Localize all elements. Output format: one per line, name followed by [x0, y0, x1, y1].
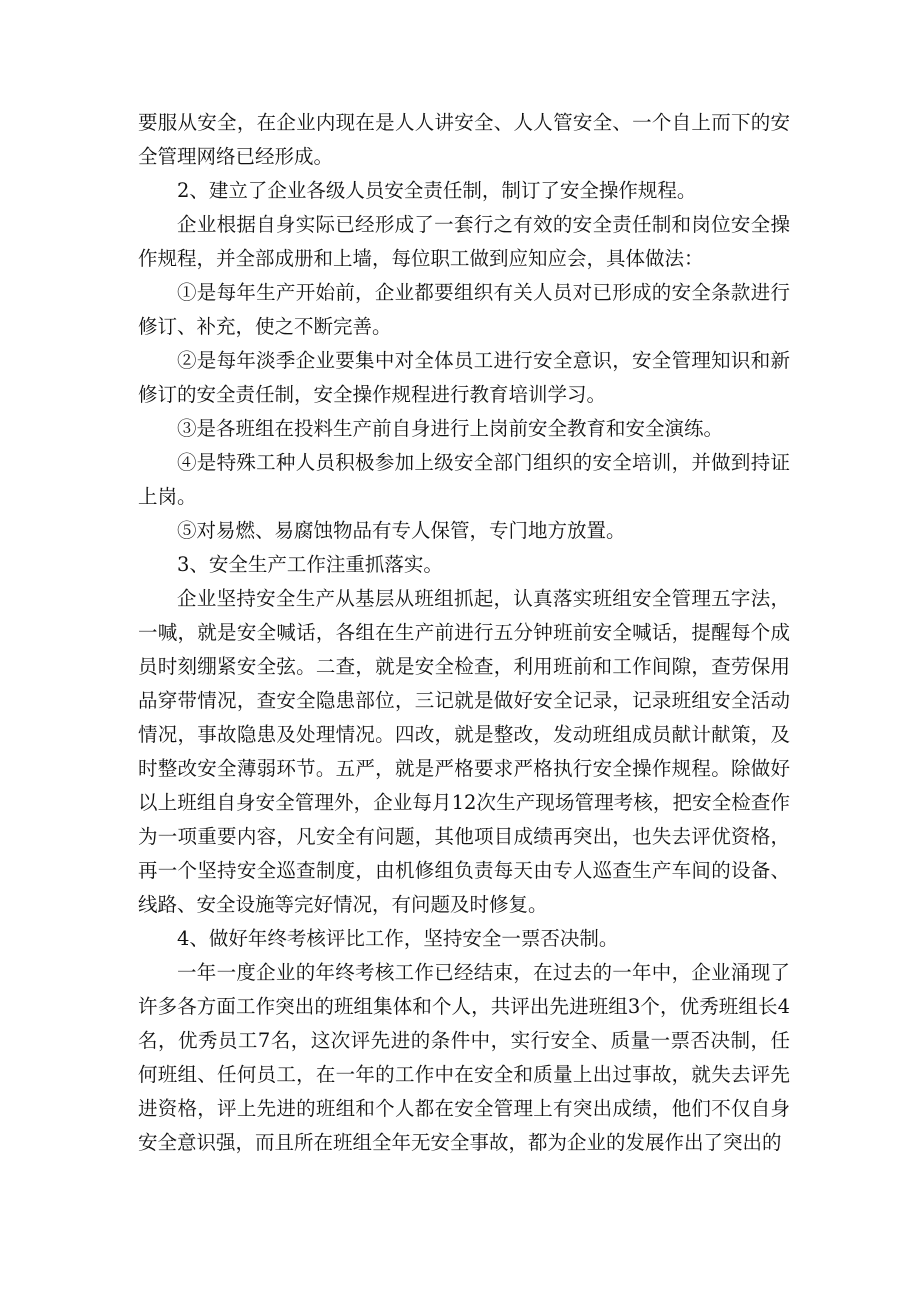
document-body: [138, 106, 790, 1160]
list-item-5: ⑤对易燃、易腐蚀物品有专人保管，专门地方放置。: [177, 519, 626, 542]
section-heading-2: 2、建立了企业各级人员安全责任制，制订了安全操作规程。: [177, 179, 697, 202]
section-heading-3: 3、安全生产工作注重抓落实。: [177, 553, 443, 576]
list-item-4: ④是特殊工种人员积极参加上级安全部门组织的安全培训，并做到持证上岗。: [138, 451, 790, 508]
paragraph-annual-review: 一年一度企业的年终考核工作已经结束，在过去的一年中，企业涌现了许多各方面工作突出的班组集体和个人，共评出先进班组3个，优秀班组长4名，优秀员工7名，这次评先进的条件中，实行安全、质量一票否决制，任何班组、任何员工，在一年的工作中在安全和质量上出过事故，就失去评先进资格，评上先进的班组和个人都在安全管理上有突出成绩，他们不仅自身安全意识强，而且所在班组全年无安全事故，都为企业的发展作出了突出的: [138, 961, 790, 1154]
list-item-2: ②是每年淡季企业要集中对全体员工进行安全意识，安全管理知识和新修订的安全责任制，安全操作规程进行教育培训学习。: [138, 349, 790, 406]
paragraph-implementation: 企业坚持安全生产从基层从班组抓起，认真落实班组安全管理五字法，一喊，就是安全喊话，各组在生产前进行五分钟班前安全喊话，提醒每个成员时刻绷紧安全弦。二查，就是安全检查，利用班前和工作间隙，查劳保用品穿带情况，查安全隐患部位，三记就是做好安全记录，记录班组安全活动情况，事故隐患及处理情况。四改，就是整改，发动班组成员献计献策，及时整改安全薄弱环节。五严，就是严格要求严格执行安全操作规程。除做好以上班组自身安全管理外，企业每月12次生产现场管理考核，把安全检查作为一项重要内容，凡安全有问题，其他项目成绩再突出，也失去评优资格，再一个坚持安全巡查制度，由机修组负责每天由专人巡查生产车间的设备、线路、安全设施等完好情况，有问题及时修复。: [138, 587, 790, 916]
paragraph-intro: 要服从安全，在企业内现在是人人讲安全、人人管安全、一个自上而下的安全管理网络已经形成。: [138, 111, 790, 168]
section-heading-4: 4、做好年终考核评比工作，坚持安全一票否决制。: [177, 927, 619, 950]
paragraph-practices: 企业根据自身实际已经形成了一套行之有效的安全责任制和岗位安全操作规程，并全部成册和上墙，每位职工做到应知应会，具体做法：: [138, 213, 790, 270]
list-item-3: ③是各班组在投料生产前自身进行上岗前安全教育和安全演练。: [177, 417, 724, 440]
list-item-1: ①是每年生产开始前，企业都要组织有关人员对已形成的安全条款进行修订、补充，使之不断完善。: [138, 281, 790, 338]
